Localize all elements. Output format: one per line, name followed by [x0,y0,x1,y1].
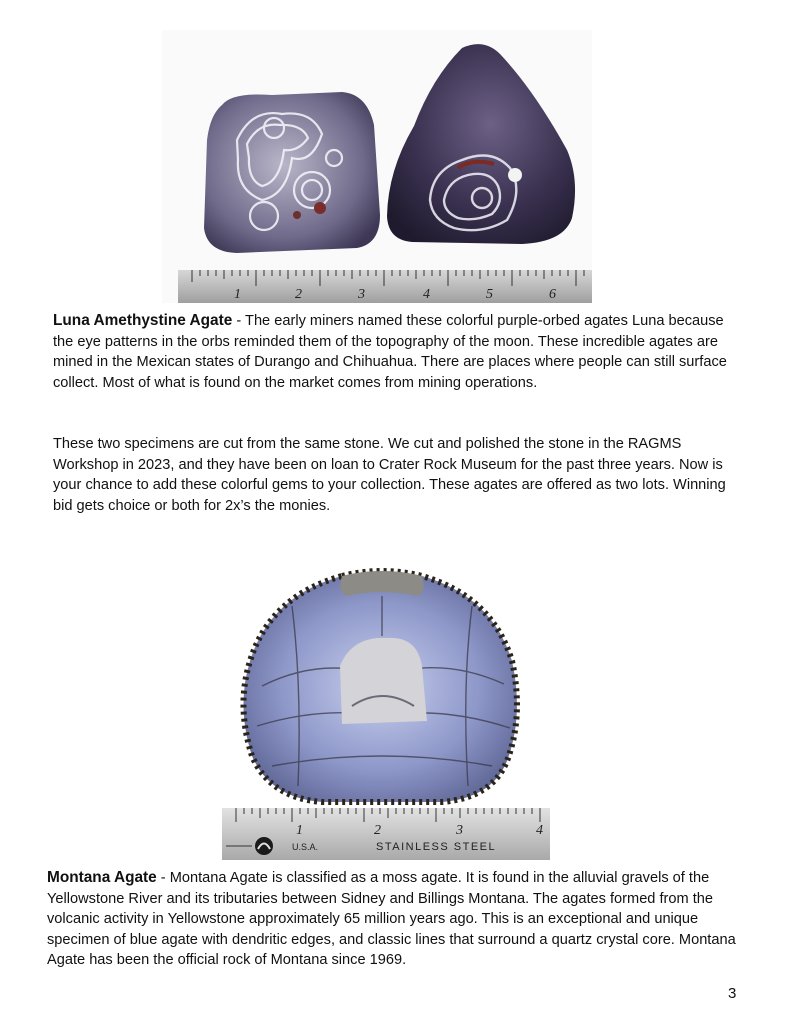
montana-separator: - [156,870,170,886]
montana-agate-photo [222,566,550,860]
luna-separator: - [232,313,246,329]
montana-ruler-number: 2 [374,823,381,838]
montana-title: Montana Agate [47,869,157,886]
luna-title: Luna Amethystine Agate [53,312,233,329]
montana-body: Montana Agate is classified as a moss agate. It is found in the alluvial gravels of the Yellowstone River and its tributaries between Sidney and Billings Montana. The agates formed from the volcanic activity in Yellowstone approximately 65 million years ago. This is an exceptional and unique specimen of blue agate with dendritic edges, and classic lines that surround a quartz crystal core. Montana Agate has been the official rock of Montana since 1969. [47,870,736,968]
montana-agate-illustration [222,566,550,860]
ruler-logo-icon [255,837,273,855]
montana-ruler-number: 1 [296,823,303,838]
luna-stone-right [387,44,575,244]
luna-ruler-number: 5 [486,287,493,302]
luna-ruler-number: 3 [358,287,365,302]
montana-ruler-label: STAINLESS STEEL [376,841,497,853]
montana-ruler-number: 4 [536,823,543,838]
luna-description [53,311,743,393]
luna-ruler-number: 1 [234,287,241,302]
montana-ruler-brand: U.S.A. [292,842,319,852]
luna-stone-left [204,92,380,253]
montana-quartz-core [340,638,427,724]
luna-agate-photo [162,30,592,303]
luna-ruler-number: 2 [295,287,302,302]
luna-ruler-number: 6 [549,287,556,302]
montana-description [47,868,747,971]
montana-ruler-number: 3 [456,823,463,838]
luna-body: The early miners named these colorful purple-orbed agates Luna because the eye patterns in the orbs reminded them of the topography of the moon. These incredible agates are mined in the Mexican states of Durango and Chihuahua. There are places where people can still surface collect. Most of what is found on the market comes from mining operations. [53,313,727,391]
luna-agate-illustration [162,30,592,303]
page-number: 3 [728,985,737,1002]
luna-lot-description: These two specimens are cut from the same stone. We cut and polished the stone in the RAGMS Workshop in 2023, and they have been on loan to Crater Rock Museum for the past three years. Now is your chance to add these colorful gems to your collection. These agates are offered as two lots. Winning bid gets choice or both for 2x’s the monies. [53,436,726,514]
luna-ruler-number: 4 [423,287,430,302]
